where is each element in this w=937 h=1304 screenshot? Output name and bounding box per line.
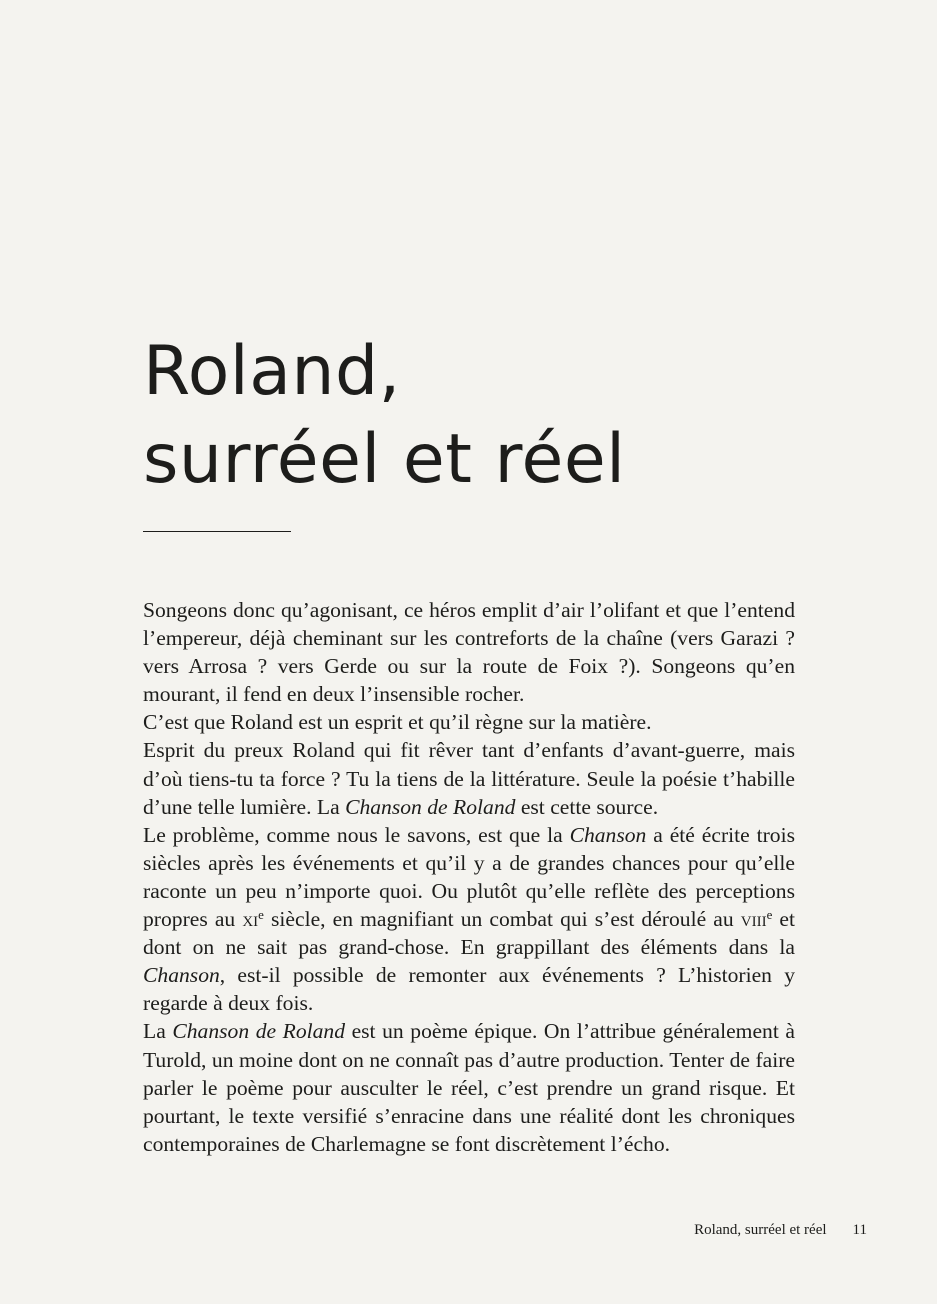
paragraph-5-text-end: est un poème épique. On l’attribue généralement à Turold, un moine dont on ne connaît pas d’autre production. Tenter de faire parler le poème pour ausculter le réel, c’est prendre un grand risque. Et pourtant, le texte versifié s’enracine dans une réalité dont les chroniques contemporaines de Charlemagne se font discrètement l’écho. (143, 1019, 795, 1156)
chapter-title (143, 328, 843, 504)
paragraph-3 (143, 736, 795, 820)
paragraph-2 (143, 708, 795, 736)
running-title: Roland, surréel et réel (694, 1222, 827, 1238)
ordinal-superscript: e (258, 906, 264, 922)
century-numeral-viii: viii (740, 907, 767, 932)
paragraph-4-text-c: siècle, en magnifiant un combat qui s’est déroulé au (263, 907, 741, 932)
page-footer (694, 1220, 867, 1240)
work-title-chanson: Chanson (569, 822, 647, 847)
title-divider (143, 531, 291, 532)
paragraph-1-text: Songeons donc qu’agonisant, ce héros emplit d’air l’olifant et que l’entend l’empereur, déjà cheminant sur les contreforts de la chaîne (vers Garazi ? vers Arrosa ? vers Gerde ou sur la route de Foix ?). Songeons qu’en mourant, il fend en deux l’insensible rocher. (143, 598, 795, 707)
body-text (143, 596, 795, 1158)
ordinal-superscript: e (766, 906, 773, 922)
paragraph-2-text: C’est que Roland est un esprit et qu’il règne sur la matière. (143, 710, 652, 735)
work-title-chanson-de-roland: Chanson de Roland (345, 794, 516, 819)
paragraph-5-text: La (143, 1019, 173, 1044)
paragraph-4-text-e: , est-il possible de remonter aux événements ? L’historien y regarde à deux fois. (143, 963, 795, 1016)
page-number: 11 (852, 1222, 867, 1238)
chapter-title-line-1: Roland, (143, 332, 401, 411)
paragraph-4 (143, 821, 795, 1018)
work-title-chanson: Chanson (143, 963, 220, 988)
paragraph-4-text-d: et dont on ne sait pas grand-chose. En grappillant des éléments dans la (143, 907, 796, 960)
work-title-chanson-de-roland: Chanson de Roland (172, 1019, 346, 1044)
chapter-title-line-2: surréel et réel (143, 420, 626, 499)
century-numeral-xi: xi (242, 907, 259, 932)
paragraph-4-text-b: a été écrite trois siècles après les événements et qu’il y a de grandes chances pour qu’elle raconte un peu n’importe quoi. Ou plutôt qu’elle reflète des perceptions propres au (143, 822, 795, 932)
paragraph-3-text-end: est cette source. (515, 794, 659, 819)
paragraph-3-text: Esprit du preux Roland qui fit rêver tant d’enfants d’avant-guerre, mais d’où tiens-tu ta force ? Tu la tiens de la littérature. Seule la poésie t’habille d’une telle lumière. La (143, 738, 795, 819)
paragraph-5 (143, 1017, 795, 1157)
paragraph-4-text: Le problème, comme nous le savons, est que la (143, 822, 570, 847)
paragraph-1 (143, 596, 795, 708)
